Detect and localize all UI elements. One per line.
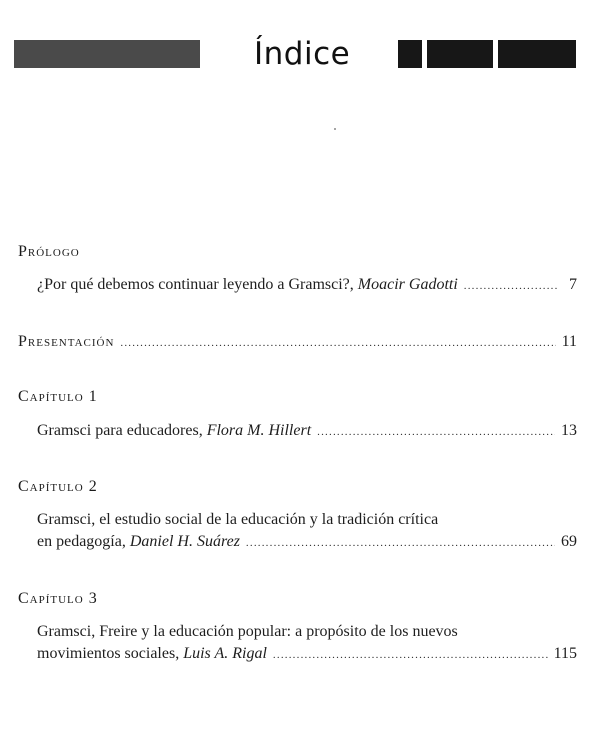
dot-leader: [120, 332, 555, 354]
toc-entry-capitulo-1[interactable]: [37, 420, 577, 442]
speck: [334, 128, 336, 130]
entry-title-line-1: Gramsci, Freire y la educación popular: a propósito de los nuevos: [37, 623, 458, 640]
header-block: [427, 40, 493, 68]
entry-page-number: 11: [561, 333, 577, 350]
entry-author: Daniel H. Suárez: [129, 533, 240, 550]
entry-author: Flora M. Hillert: [206, 422, 312, 439]
entry-title-line-2: en pedagogía,: [37, 533, 126, 550]
section-heading-presentacion: Presentación: [18, 333, 115, 350]
header-block: [398, 40, 422, 68]
entry-page-number: 115: [553, 645, 577, 662]
entry-page-number: 7: [569, 276, 577, 293]
entry-title: Gramsci para educadores,: [37, 422, 203, 439]
dot-leader: [464, 275, 557, 297]
dot-leader: [246, 532, 555, 554]
entry-title-line-2: movimientos sociales,: [37, 645, 180, 662]
entry-author: Moacir Gadotti: [357, 276, 458, 293]
section-heading-capitulo-2: Capítulo 2: [18, 478, 98, 495]
entry-title: ¿Por qué debemos continuar leyendo a Gramsci?,: [37, 276, 354, 293]
header-bar-left: [14, 40, 200, 68]
toc-entry-capitulo-2[interactable]: [37, 509, 577, 553]
toc-entry-prologo[interactable]: [37, 274, 577, 296]
dot-leader: [317, 421, 555, 443]
header-blocks: [398, 40, 576, 68]
toc-entry-presentacion[interactable]: [18, 331, 577, 354]
dot-leader: [273, 644, 548, 666]
header-block: [498, 40, 576, 68]
entry-page-number: 69: [561, 533, 577, 550]
toc-entry-capitulo-3[interactable]: [37, 621, 577, 665]
entry-page-number: 13: [561, 422, 577, 439]
entry-title-line-1: Gramsci, el estudio social de la educación y la tradición crítica: [37, 511, 439, 528]
section-heading-capitulo-1: Capítulo 1: [18, 388, 98, 405]
entry-author: Luis A. Rigal: [183, 645, 267, 662]
section-heading-prologo: Prólogo: [18, 243, 80, 260]
page-title: Índice: [254, 36, 351, 72]
section-heading-capitulo-3: Capítulo 3: [18, 590, 98, 607]
